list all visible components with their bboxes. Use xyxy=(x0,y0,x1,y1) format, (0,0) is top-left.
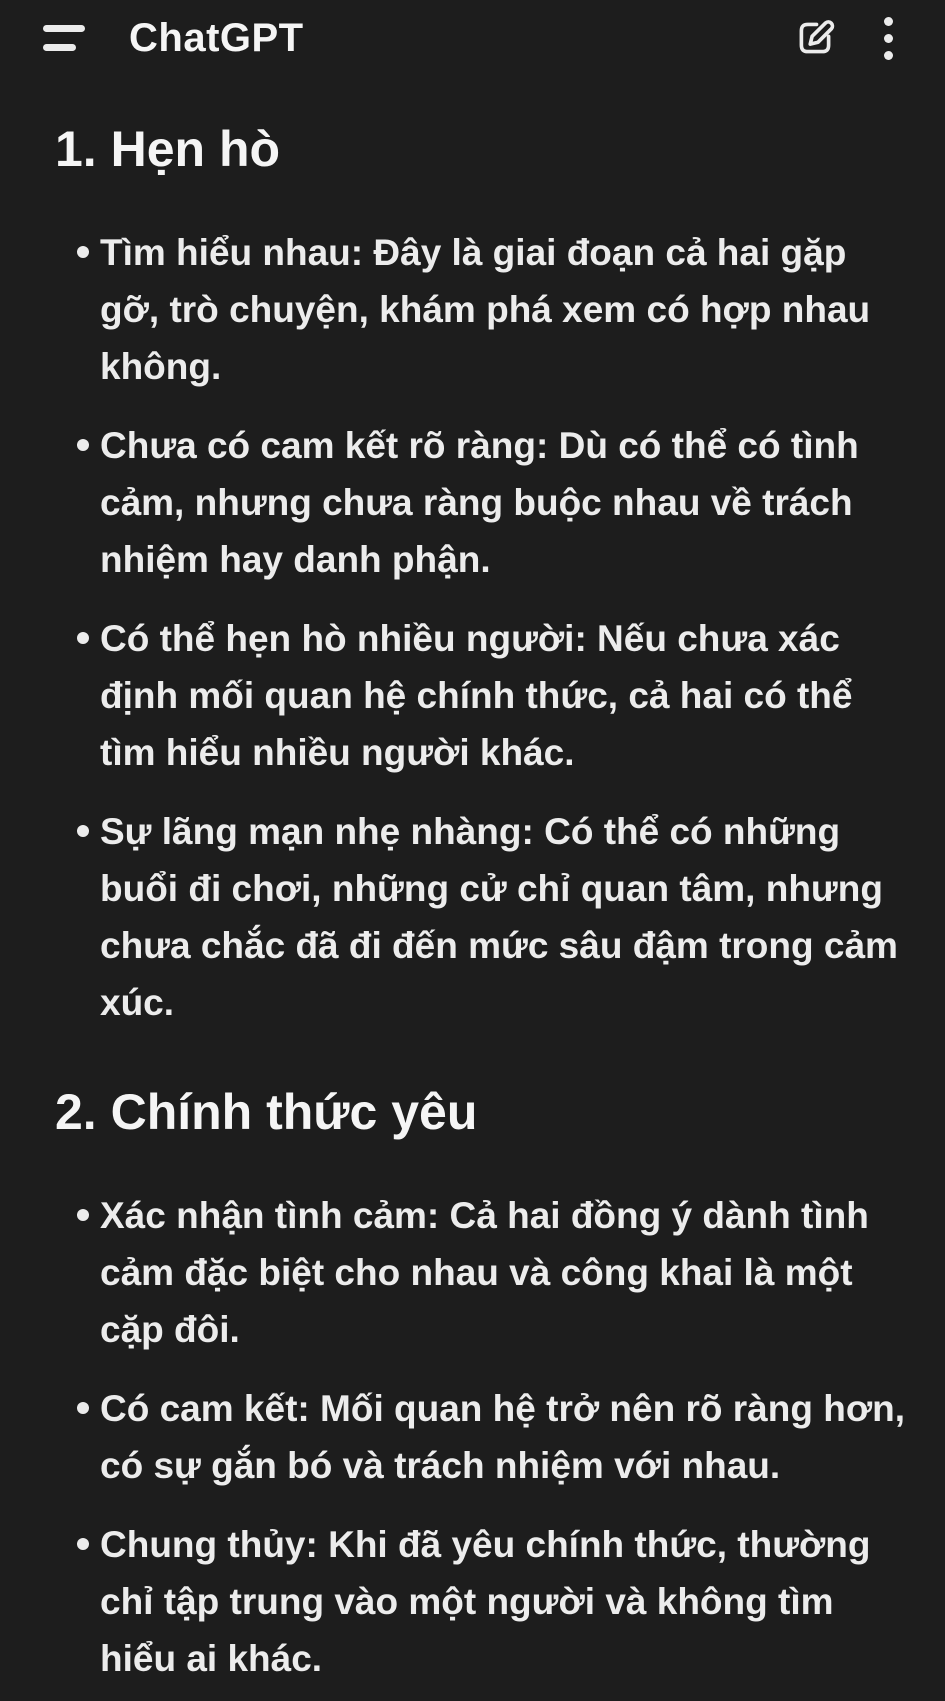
section-heading-dating: 1. Hẹn hò xyxy=(55,121,281,177)
menu-icon-bar xyxy=(43,25,85,32)
bullet-label: Có thể hẹn hò nhiều người: xyxy=(100,618,587,659)
bullet-label: Có cam kết: xyxy=(100,1388,310,1429)
bullet-text: Khi đã yêu chính thức, thường chỉ tập trung vào một người và không tìm hiểu ai khác. xyxy=(100,1524,871,1679)
new-chat-icon[interactable] xyxy=(792,15,838,61)
list-item xyxy=(100,610,905,781)
bullet-text: Có thể có những buổi đi chơi, những cử chỉ quan tâm, nhưng chưa chắc đã đi đến mức sâu đậm trong cảm xúc. xyxy=(100,811,898,1023)
kebab-dot xyxy=(884,51,893,60)
bullet-list-dating xyxy=(100,224,905,1031)
menu-icon-bar xyxy=(43,44,76,51)
top-app-bar xyxy=(0,0,945,90)
list-item xyxy=(100,1516,905,1687)
bullet-text: Đây là giai đoạn cả hai gặp gỡ, trò chuyện, khám phá xem có hợp nhau không. xyxy=(100,232,871,387)
bullet-label: Chưa có cam kết rõ ràng: xyxy=(100,425,549,466)
list-item xyxy=(100,803,905,1031)
bullet-text: Mối quan hệ trở nên rõ ràng hơn, có sự gắn bó và trách nhiệm với nhau. xyxy=(100,1388,906,1486)
list-item xyxy=(100,417,905,588)
app-title: ChatGPT xyxy=(129,15,304,60)
bullet-label: Xác nhận tình cảm: xyxy=(100,1195,440,1236)
kebab-dot xyxy=(884,17,893,26)
list-item xyxy=(100,224,905,395)
bullet-label: Chung thủy: xyxy=(100,1524,318,1565)
assistant-message xyxy=(0,118,945,1687)
list-item xyxy=(100,1380,905,1494)
section-heading-official-love: 2. Chính thức yêu xyxy=(55,1084,478,1140)
compose-pencil-glyph xyxy=(792,15,838,61)
bullet-text: Nếu chưa xác định mối quan hệ chính thức, cả hai có thể tìm hiểu nhiều người khác. xyxy=(100,618,853,773)
kebab-dot xyxy=(884,34,893,43)
topbar-actions xyxy=(792,15,893,61)
bullet-text: Cả hai đồng ý dành tình cảm đặc biệt cho nhau và công khai là một cặp đôi. xyxy=(100,1195,869,1350)
list-item xyxy=(100,1187,905,1358)
bullet-text: Dù có thể có tình cảm, nhưng chưa ràng buộc nhau về trách nhiệm hay danh phận. xyxy=(100,425,859,580)
bullet-list-official-love xyxy=(100,1187,905,1687)
bullet-label: Tìm hiểu nhau: xyxy=(100,232,364,273)
menu-icon[interactable] xyxy=(43,25,85,51)
more-options-icon[interactable] xyxy=(884,17,893,60)
bullet-label: Sự lãng mạn nhẹ nhàng: xyxy=(100,811,534,852)
